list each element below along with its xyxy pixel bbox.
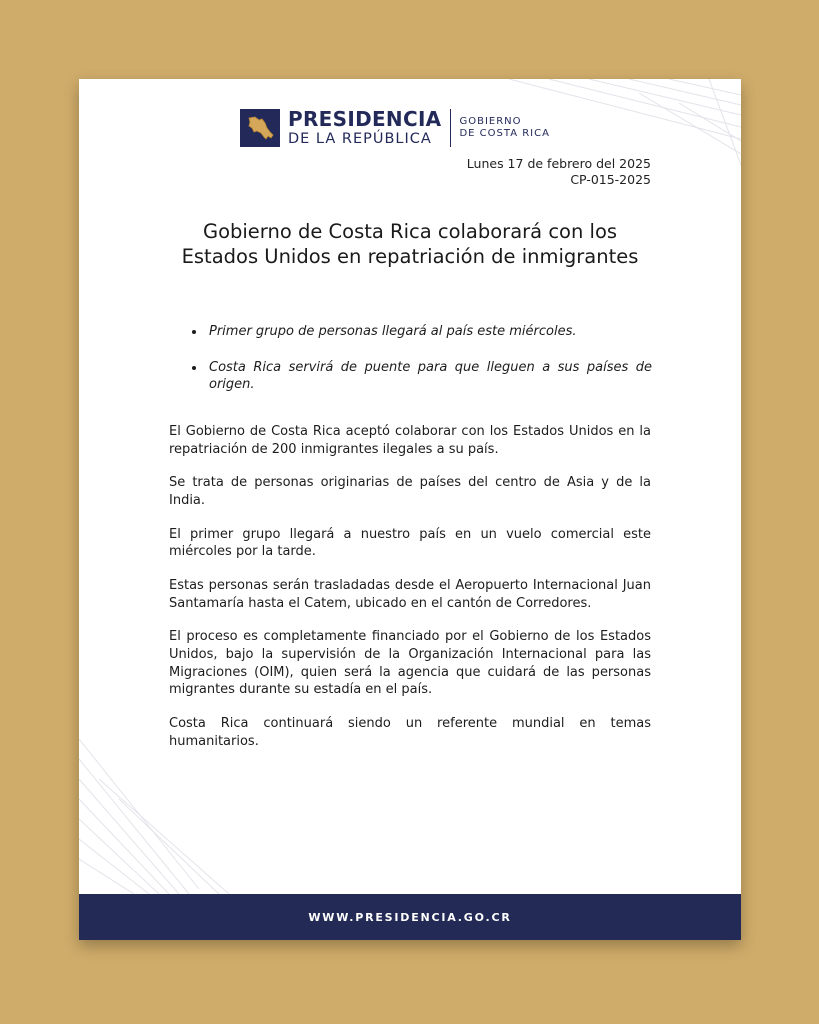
footer-bar — [79, 894, 741, 940]
list-item: Costa Rica servirá de puente para que lleguen a sus países de origen. — [189, 359, 652, 394]
gov-line-1: GOBIERNO — [459, 115, 522, 127]
website-link[interactable]: WWW.PRESIDENCIA.GO.CR — [308, 910, 512, 924]
paragraph: El primer grupo llegará a nuestro país en un vuelo comercial este miércoles por la tarde. — [169, 526, 651, 560]
paragraph: El proceso es completamente financiado por el Gobierno de los Estados Unidos, bajo la supervisión de la Organización Internacional para las Migraciones (OIM), quien será la agencia que cuidará de las personas migrantes durante su estadía en el país. — [169, 629, 651, 698]
page-title: Gobierno de Costa Rica colaborará con los Estados Unidos en repatriación de inmigrantes — [181, 220, 639, 269]
press-release-page — [79, 79, 741, 940]
government-label — [459, 116, 549, 141]
date: Lunes 17 de febrero del 2025 — [466, 156, 651, 171]
paragraph: El Gobierno de Costa Rica aceptó colaborar con los Estados Unidos en la repatriación de 200 inmigrantes ilegales a su país. — [169, 424, 651, 457]
reference-code: CP-015-2025 — [570, 172, 651, 188]
gov-line-2: DE COSTA RICA — [459, 128, 550, 139]
body-text — [169, 423, 651, 766]
header-logo — [240, 107, 550, 149]
brand-top: PRESIDENCIA — [288, 107, 442, 132]
highlights-list — [189, 323, 652, 412]
costa-rica-map-icon — [240, 109, 280, 147]
brand-bottom: DE LA REPÚBLICA — [288, 131, 432, 148]
paragraph: Estas personas serán trasladadas desde el Aeropuerto Internacional Juan Santamaría hasta el Catem, ubicado en el cantón de Corredores. — [169, 578, 651, 611]
paragraph: Costa Rica continuará siendo un referente mundial en temas humanitarios. — [169, 716, 651, 749]
list-item: Primer grupo de personas llegará al país este miércoles. — [189, 323, 652, 341]
header-divider — [450, 109, 451, 147]
date-reference — [467, 156, 651, 189]
paragraph: Se trata de personas originarias de países del centro de Asia y de la India. — [169, 475, 651, 509]
brand-name — [288, 109, 441, 147]
